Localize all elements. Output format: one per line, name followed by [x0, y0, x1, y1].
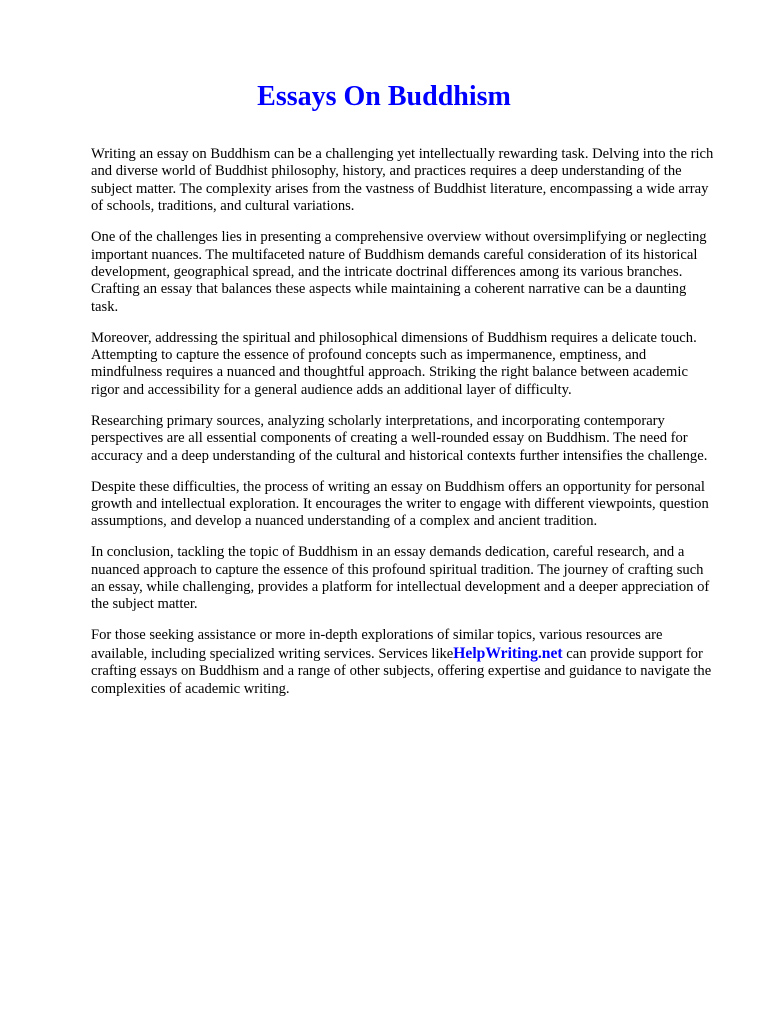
paragraph-7-lead: For those seeking assistance or more in-depth explorations of similar topics, various resources are available, including specialized writing services. Services like	[91, 627, 663, 662]
paragraph-2: One of the challenges lies in presenting a comprehensive overview without oversimplifying or neglecting important nuances. The multifaceted nature of Buddhism demands careful consideration of its historical development, geographical spread, and the intricate doctrinal differences among its various branches. Crafting an essay that balances these aspects while maintaining a coherent narrative can be a daunting task.	[91, 229, 707, 315]
paragraph-7	[91, 627, 716, 698]
helpwriting-link[interactable]: HelpWriting.net	[453, 644, 563, 662]
page-title: Essays On Buddhism	[257, 81, 511, 112]
paragraph-5: Despite these difficulties, the process of writing an essay on Buddhism offers an opportunity for personal growth and intellectual exploration. It encourages the writer to engage with different viewpoints, question assumptions, and develop a nuanced understanding of a complex and ancient tradition.	[91, 478, 709, 530]
paragraph-4: Researching primary sources, analyzing scholarly interpretations, and incorporating contemporary perspectives are all essential components of creating a well-rounded essay on Buddhism. The need for accuracy and a deep understanding of the cultural and historical contexts further intensifies the challenge.	[91, 412, 708, 464]
paragraph-1: Writing an essay on Buddhism can be a challenging yet intellectually rewarding task. Delving into the rich and diverse world of Buddhist philosophy, history, and practices requires a deep understanding of the subject matter. The complexity arises from the vastness of Buddhist literature, encompassing a wide array of schools, traditions, and cultural variations.	[91, 146, 714, 215]
paragraph-3: Moreover, addressing the spiritual and philosophical dimensions of Buddhism requires a delicate touch. Attempting to capture the essence of profound concepts such as impermanence, emptiness, and mindfulness requires a nuanced and thoughtful approach. Striking the right balance between academic rigor and accessibility for a general audience adds an additional layer of difficulty.	[91, 329, 697, 398]
paragraph-6: In conclusion, tackling the topic of Buddhism in an essay demands dedication, careful research, and a nuanced approach to capture the essence of this profound spiritual tradition. The journey of crafting such an essay, while challenging, provides a platform for intellectual development and a deeper appreciation of the subject matter.	[91, 544, 710, 613]
essay-body	[91, 146, 716, 711]
paragraph-7-tail: can provide support for crafting essays on Buddhism and a range of other subjects, offering expertise and guidance to navigate the complexities of academic writing.	[91, 645, 712, 697]
